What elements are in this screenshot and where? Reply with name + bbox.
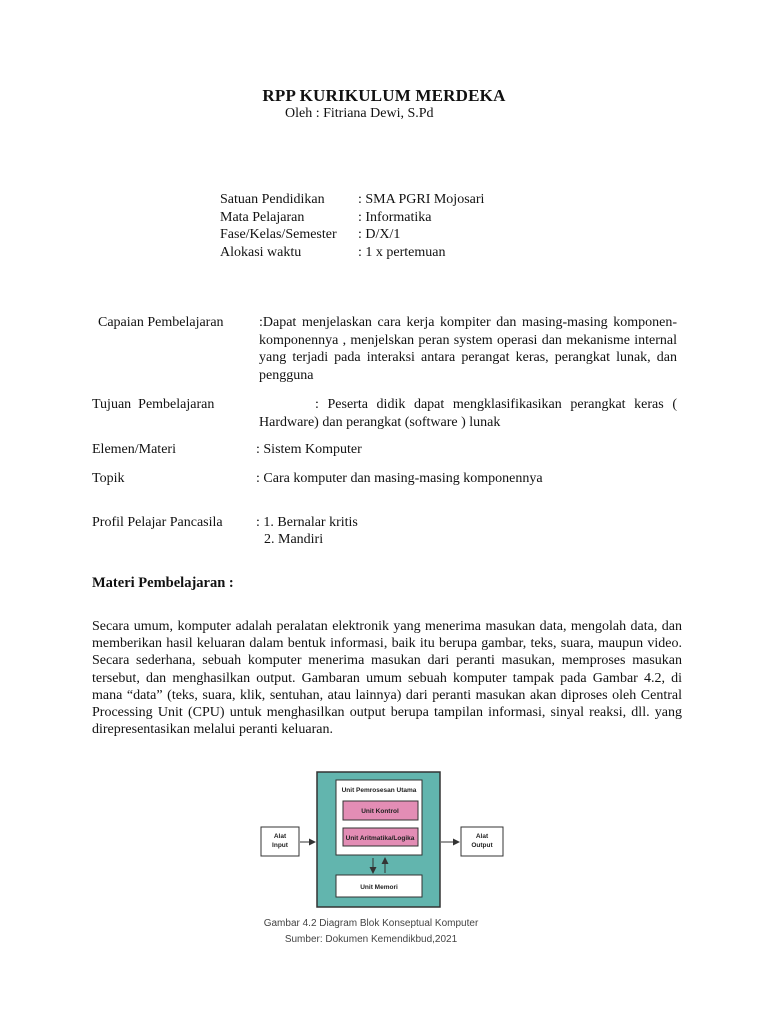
topik-label: Topik <box>92 471 125 486</box>
identity-value: : 1 x pertemuan <box>358 244 446 260</box>
identity-value: : SMA PGRI Mojosari <box>358 192 485 207</box>
identity-key: Alokasi waktu <box>220 244 302 260</box>
identity-value: : D/X/1 <box>358 227 401 242</box>
capaian-label: Capaian Pembelajaran <box>98 315 224 330</box>
profil-item: : 1. Bernalar kritis <box>256 515 358 530</box>
identity-value: : Informatika <box>358 209 432 225</box>
capaian-value: :Dapat menjelaskan cara kerja kompiter dan masing-masing komponen-komponennya , menjelskan peran system operasi dan mekanisme internal yang terjadi pada interaksi antara perangat keras, perangkat lunak, dan pengguna <box>259 315 677 383</box>
elemen-label: Elemen/Materi <box>92 442 176 457</box>
cpu-title: Unit Pemrosesan Utama <box>341 787 417 794</box>
control-unit-label: Unit Kontrol <box>361 808 399 815</box>
profil-label: Profil Pelajar Pancasila <box>92 515 223 530</box>
document-title: RPP KURIKULUM MERDEKA <box>262 86 506 105</box>
author-line: Oleh : Fitriana Dewi, S.Pd <box>285 106 434 121</box>
output-label: Alat <box>475 833 489 840</box>
figure-caption: Gambar 4.2 Diagram Blok Konseptual Komputer <box>263 918 479 929</box>
elemen-value: : Sistem Komputer <box>256 442 362 457</box>
input-label: Input <box>272 842 288 849</box>
figure-source: Sumber: Dokumen Kemendikbud,2021 <box>284 934 458 945</box>
profil-item: 2. Mandiri <box>264 532 324 547</box>
materi-heading: Materi Pembelajaran : <box>92 575 234 591</box>
identity-key: Satuan Pendidikan <box>220 192 325 207</box>
tujuan-label: Tujuan Pembelajaran <box>92 397 215 412</box>
input-label: Alat <box>273 833 287 840</box>
materi-paragraph: Secara umum, komputer adalah peralatan elektronik yang menerima masukan data, mengolah data, dan memberikan hasil keluaran dalam bentuk informasi, baik itu berupa gambar, teks, suara, maupun video. Secara sederhana, sebuah komputer menerima masukan dari peranti masukan, memproses masukan tersebut, dan menghasilkan output. Gambaran umum sebuah komputer tampak pada Gambar 4.2, di mana “data” (teks, suara, klik, sentuhan, atau lainnya) dari peranti masukan akan diproses oleh Central Processing Unit (CPU) untuk menghasilkan output berupa tampilan informasi, sinyal reaksi, dll. yang direpresentasikan melalui peranti keluaran. <box>92 619 682 738</box>
tujuan-value: : Peserta didik dapat mengklasifikasikan perangkat keras ( Hardware) dan perangkat (software ) lunak <box>259 397 677 430</box>
identity-key: Mata Pelajaran <box>220 209 305 225</box>
identity-key: Fase/Kelas/Semester <box>220 227 337 242</box>
topik-value: : Cara komputer dan masing-masing komponennya <box>256 471 543 486</box>
alu-label: Unit Aritmatika/Logika <box>345 835 415 842</box>
output-label: Output <box>471 842 493 849</box>
memory-unit-label: Unit Memori <box>360 884 398 891</box>
